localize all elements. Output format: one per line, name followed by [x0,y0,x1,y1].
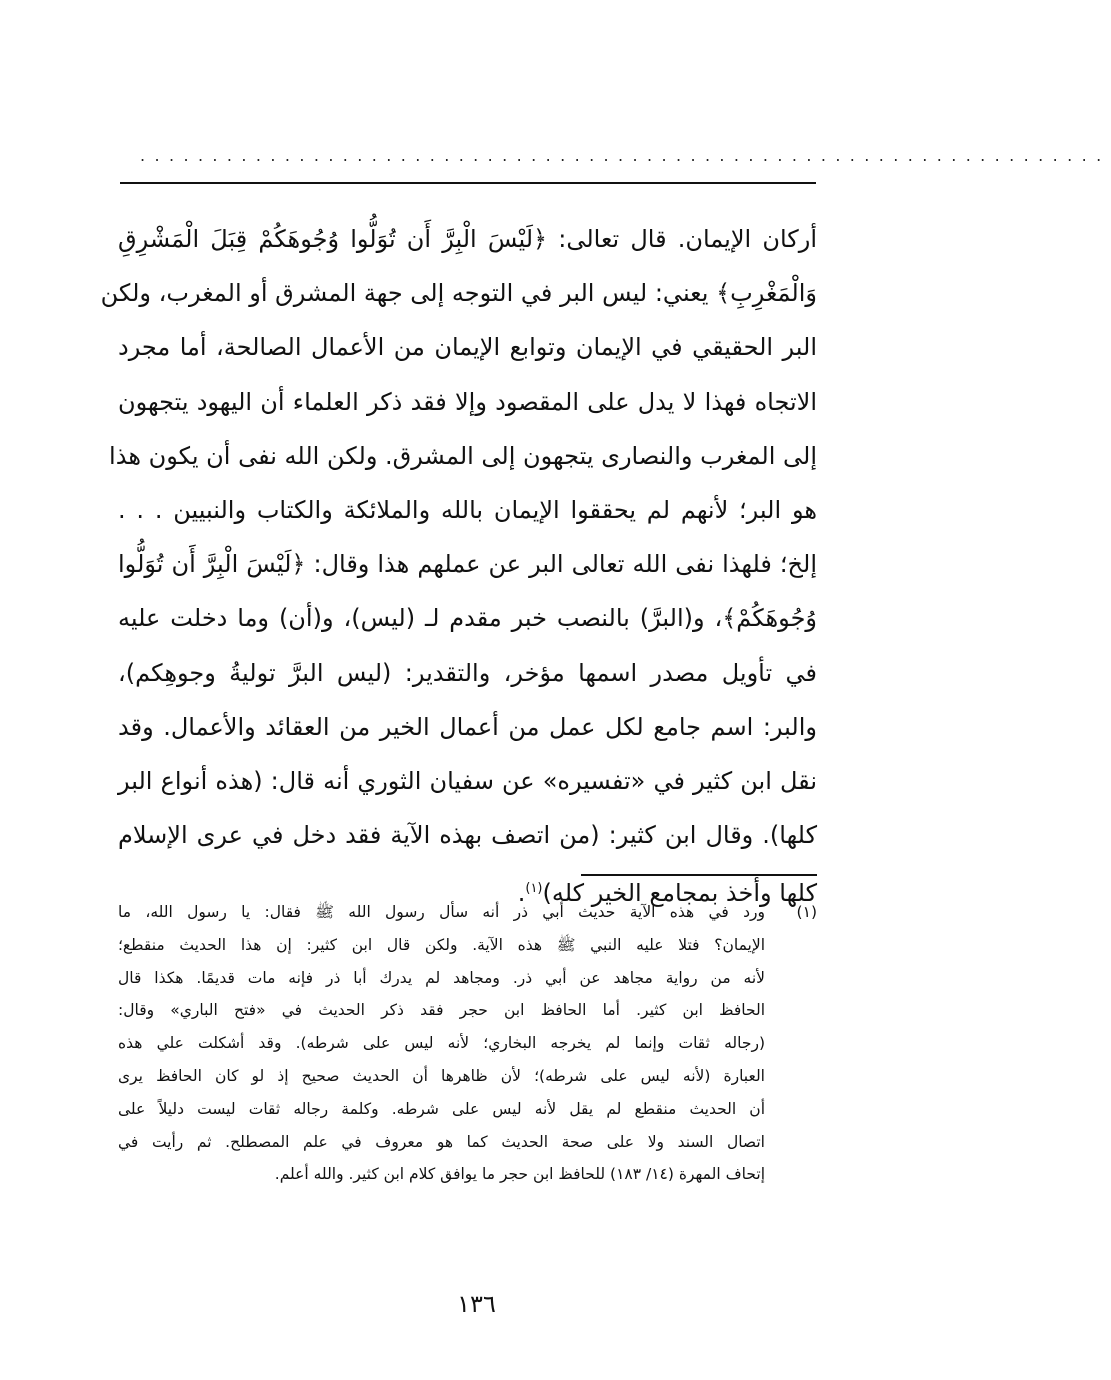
text-line: في تأويل مصدر اسمها مؤخر، والتقدير: (ليس البرَّ توليةُ وجوهِكم)، [118,658,817,687]
text-line: الاتجاه فهذا لا يدل على المقصود وإلا فقد ذكر العلماء أن اليهود يتجهون [118,387,817,416]
footnote-line: اتصال السند ولا على صحة الحديث كما هو معروف في علم المصطلح. ثم رأيت في [118,1132,765,1151]
text-line: إلى المغرب والنصارى يتجهون إلى المشرق. ولكن الله نفى أن يكون هذا [109,441,817,470]
footnote-line: لأنه من رواية مجاهد عن أبي ذر. ومجاهد لم يدرك أبا ذر فإنه مات قديمًا. هكذا قال [118,968,765,987]
footnote-rule [581,874,817,876]
footnote-line: الحافظ ابن كثير. أما الحافظ ابن حجر فقد ذكر الحديث في «فتح الباري» وقال: [118,1001,765,1020]
footnote-number: (١) [796,903,817,921]
text-line-content: كلها وأخذ بمجامع الخير كله) [542,879,817,908]
footnote-line: إتحاف المهرة (١٤/ ١٨٣) للحافظ ابن حجر ما يوافق كلام ابن كثير. والله أعلم. [274,1165,765,1184]
text-line: والبر: اسم جامع لكل عمل من أعمال الخير من العقائد والأعمال. وقد [118,712,817,741]
text-line: وُجُوهَكُمْ﴾، و(البرَّ) بالنصب خبر مقدم لـ (ليس)، و(أن) وما دخلت عليه [118,604,817,633]
header-dotted-line: ................................................................... [140,146,1111,165]
footnote-line: (رجاله ثقات وإنما لم يخرجه البخاري؛ لأنه ليس على شرطه). وقد أشكلت علي هذه [118,1034,765,1053]
text-line: أركان الإيمان. قال تعالى: ﴿لَيْسَ الْبِرَّ أَن تُوَلُّوا وُجُوهَكُمْ قِبَلَ الْمَشْرِقِ [118,225,817,253]
footnote-reference[interactable]: (١) [525,881,543,897]
footnote-text [118,896,765,1191]
footnote-line: الإيمان؟ فتلا عليه النبي ﷺ هذه الآية. ولكن قال ابن كثير: إن هذا الحديث منقطع؛ [118,935,765,954]
text-line: وَالْمَغْرِبِ﴾ يعني: ليس البر في التوجه إلى جهة المشرق أو المغرب، ولكن [100,279,817,308]
closing-punctuation: . [517,879,526,908]
header-rule [120,182,816,184]
footnote-line: أن الحديث منقطع لم يقل لأنه ليس على شرطه. وكلمة رجاله ثقات ليست دليلاً على [118,1099,765,1118]
footnote-block [118,896,817,1191]
text-line: إلخ؛ فلهذا نفى الله تعالى البر عن عملهم هذا وقال: ﴿لَيْسَ الْبِرَّ أَن تُوَلُّوا [118,550,817,579]
text-line: كلها). وقال ابن كثير: (من اتصف بهذه الآية فقد دخل في عرى الإسلام [118,821,817,850]
main-text [100,212,817,916]
footnote-line: العبارة (لأنه ليس على شرطه)؛ لأن ظاهرها أن الحديث صحيح إذ لو كان الحافظ يرى [118,1066,765,1085]
page-number: ١٣٦ [457,1290,496,1318]
footnote-line: ورد في هذه الآية حديث أبي ذر أنه سأل رسول الله ﷺ فقال: يا رسول الله، ما [118,903,765,921]
text-line: هو البر؛ لأنهم لم يحققوا الإيمان بالله والملائكة والكتاب والنبيين . . . [118,495,817,524]
text-line: نقل ابن كثير في «تفسيره» عن سفيان الثوري أنه قال: (هذه أنواع البر [118,766,817,795]
text-line: البر الحقيقي في الإيمان وتوابع الإيمان من الأعمال الصالحة، أما مجرد [118,333,817,362]
